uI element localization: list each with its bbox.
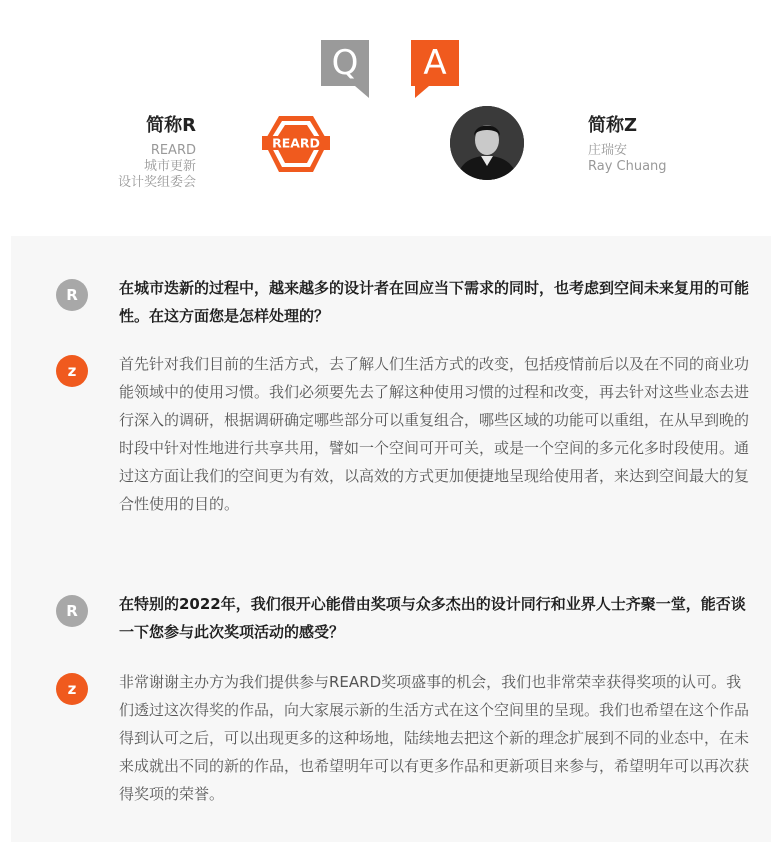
interviewee-english-name: Ray Chuang bbox=[588, 159, 667, 174]
a-badge: A bbox=[411, 40, 459, 86]
q-badge-tail bbox=[355, 86, 369, 98]
interviewer-org-line-3: 设计奖组委会 bbox=[117, 175, 196, 190]
person-portrait-icon bbox=[450, 106, 524, 180]
question-text: 在特别的2022年，我们很开心能借由奖项与众多杰出的设计同行和业界人士齐聚一堂，能否谈一下您参与此次奖项活动的感受？ bbox=[119, 595, 746, 641]
question-text: 在城市迭新的过程中，越来越多的设计者在回应当下需求的同时，也考虑到空间未来复用的可能性。在这方面您是怎样处理的？ bbox=[119, 279, 750, 325]
a-badge-tail bbox=[415, 86, 429, 98]
qa-panel bbox=[11, 236, 771, 842]
interviewee-info bbox=[588, 111, 667, 175]
interviewee-name: 简称Z bbox=[588, 115, 638, 136]
interviewee-chinese-name: 庄瑞安 bbox=[588, 143, 628, 158]
q-badge: Q bbox=[321, 40, 369, 86]
interviewer-name: 简称R bbox=[146, 115, 196, 136]
answer-text: 首先针对我们目前的生活方式，去了解人们生活方式的改变，包括疫情前后以及在不同的商业功能领域中的使用习惯。我们必须要先去了解这种使用习惯的过程和改变，再去针对这些业态去进行深入的调研，根据调研确定哪些部分可以重复组合，哪些区域的功能可以重组，在从早到晚的时段中针对性地进行共享共用，譬如一个空间可开可关，或是一个空间的多元化多时段使用。通过这方面让我们的空间更为有效，以高效的方式更加便捷地呈现给使用者，来达到空间最大的复合性使用的目的。 bbox=[119, 355, 750, 513]
qa-header bbox=[0, 0, 782, 236]
speaker-r-badge: R bbox=[56, 595, 88, 627]
reard-logo bbox=[262, 114, 330, 174]
interviewer-org-line-1: REARD bbox=[150, 143, 196, 158]
speaker-z-badge: z bbox=[56, 673, 88, 705]
interviewer-org-line-2: 城市更新 bbox=[143, 159, 196, 174]
avatar bbox=[450, 106, 524, 180]
interviewer-info bbox=[118, 111, 196, 191]
speaker-r-badge: R bbox=[56, 279, 88, 311]
speaker-z-badge: z bbox=[56, 355, 88, 387]
answer-text: 非常谢谢主办方为我们提供参与REARD奖项盛事的机会，我们也非常荣幸获得奖项的认可。我们透过这次得奖的作品，向大家展示新的生活方式在这个空间里的呈现。我们也希望在这个作品得到认可之后，可以出现更多的这种场地，陆续地去把这个新的理念扩展到不同的业态中，在未来成就出不同的新的作品，也希望明年可以有更多作品和更新项目来参与，希望明年可以再次获得奖项的荣誉。 bbox=[119, 673, 750, 803]
reard-logo-text: REARD bbox=[272, 135, 320, 151]
